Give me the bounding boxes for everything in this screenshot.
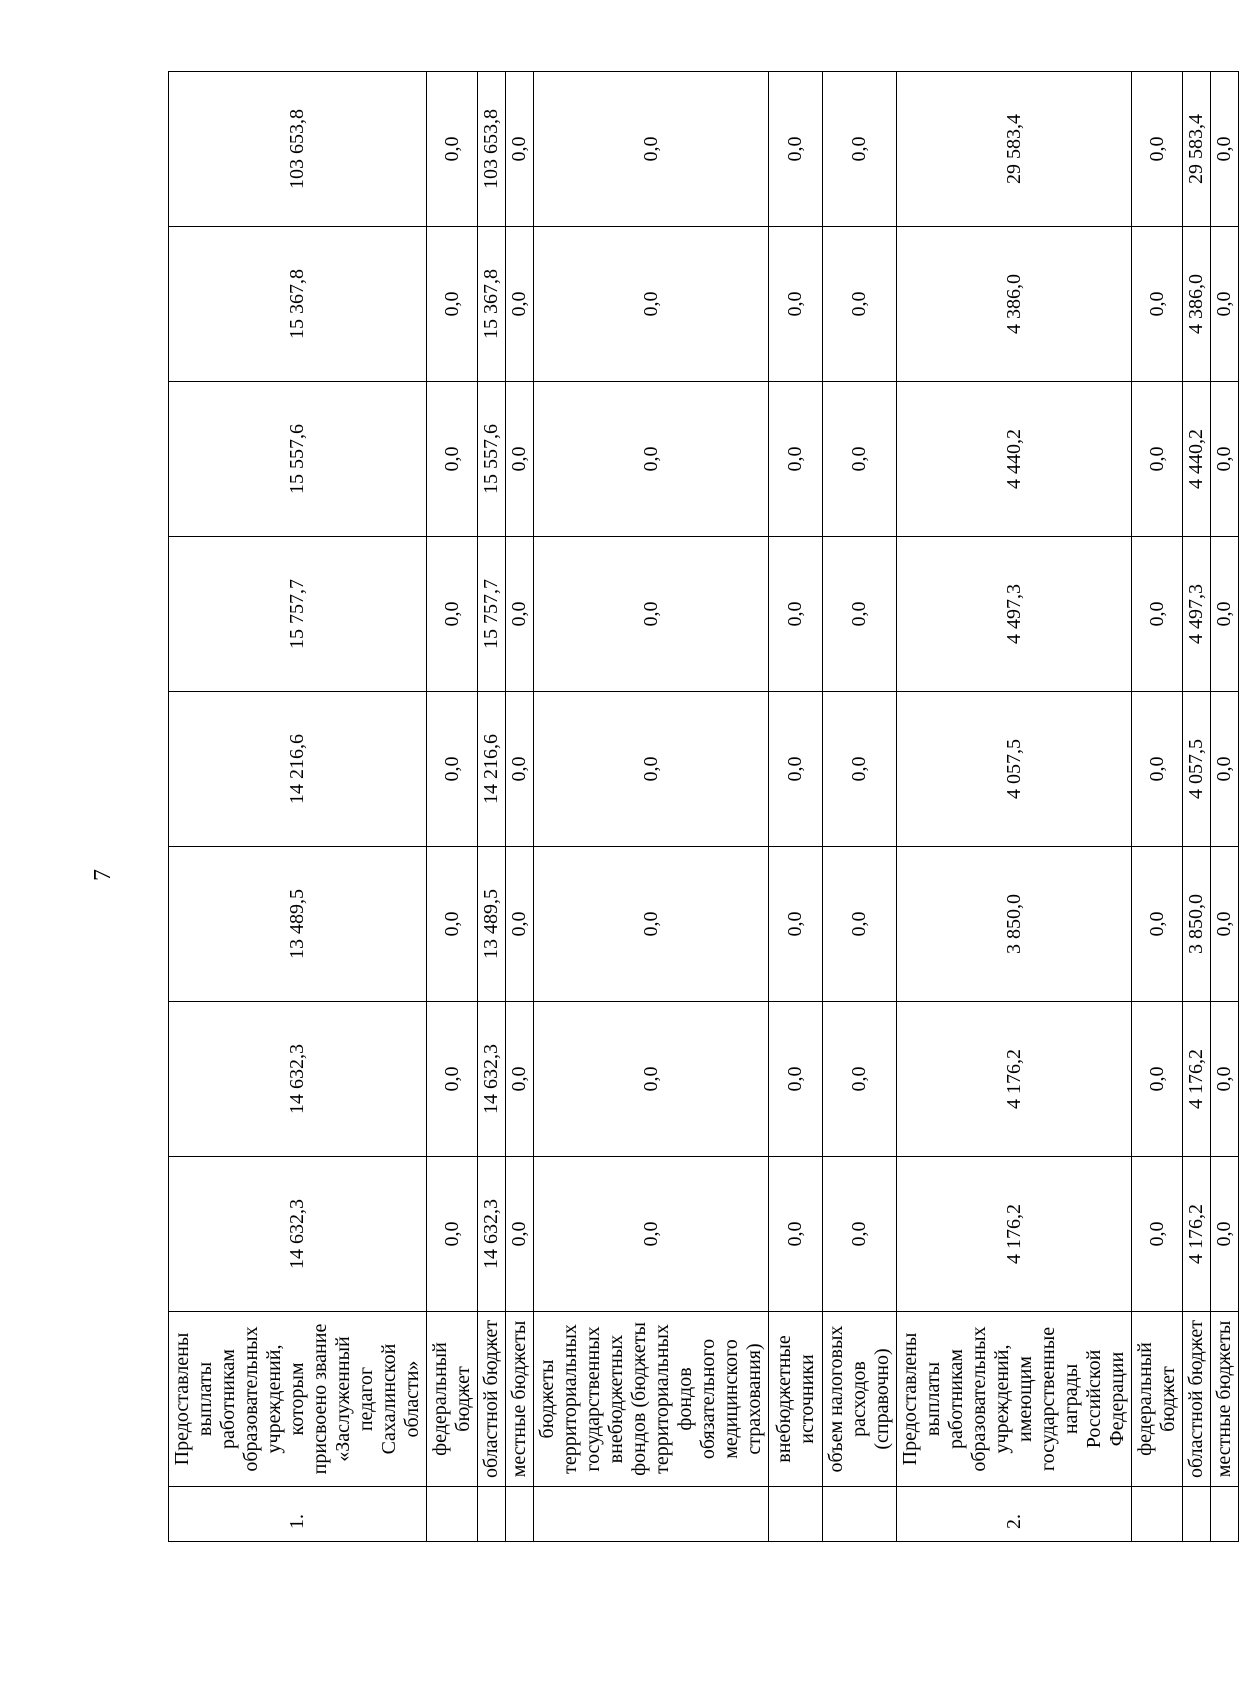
table-row — [897, 72, 1132, 1542]
value-cell: 0,0 — [534, 847, 769, 1002]
value-cell: 0,0 — [534, 72, 769, 227]
value-cell: 14 216,6 — [169, 692, 427, 847]
value-cell: 0,0 — [823, 692, 897, 847]
table-row — [823, 72, 897, 1542]
value-cell: 103 653,8 — [169, 72, 427, 227]
value-cell: 14 632,3 — [169, 1157, 427, 1312]
value-cell: 0,0 — [1211, 227, 1239, 382]
row-label-cell: внебюджетные источники — [769, 1312, 823, 1487]
value-cell: 0,0 — [534, 692, 769, 847]
value-cell: 0,0 — [823, 1002, 897, 1157]
value-cell: 14 632,3 — [478, 1157, 506, 1312]
rotated-table-container — [168, 72, 1235, 1542]
value-cell: 0,0 — [1211, 72, 1239, 227]
value-cell: 29 583,4 — [1183, 72, 1211, 227]
value-cell: 0,0 — [427, 537, 478, 692]
value-cell: 0,0 — [823, 537, 897, 692]
row-number-cell: 2. — [897, 1487, 1132, 1542]
value-cell: 0,0 — [1211, 1157, 1239, 1312]
value-cell: 0,0 — [769, 847, 823, 1002]
value-cell: 15 757,7 — [478, 537, 506, 692]
value-cell: 13 489,5 — [169, 847, 427, 1002]
value-cell: 4 386,0 — [1183, 227, 1211, 382]
value-cell: 0,0 — [769, 692, 823, 847]
value-cell: 29 583,4 — [897, 72, 1132, 227]
value-cell: 0,0 — [427, 847, 478, 1002]
value-cell: 0,0 — [1211, 537, 1239, 692]
value-cell: 4 057,5 — [897, 692, 1132, 847]
row-label-cell: местные бюджеты — [506, 1312, 534, 1487]
value-cell: 0,0 — [506, 227, 534, 382]
value-cell: 0,0 — [769, 537, 823, 692]
table-row — [1183, 72, 1211, 1542]
value-cell: 0,0 — [506, 1002, 534, 1157]
value-cell: 15 367,8 — [478, 227, 506, 382]
value-cell: 0,0 — [769, 382, 823, 537]
page-number: 7 — [90, 869, 116, 881]
value-cell: 0,0 — [823, 1157, 897, 1312]
value-cell: 0,0 — [427, 1157, 478, 1312]
value-cell: 0,0 — [1132, 1002, 1183, 1157]
row-number-cell — [534, 1487, 769, 1542]
value-cell: 0,0 — [769, 1157, 823, 1312]
row-number-cell — [1183, 1487, 1211, 1542]
value-cell: 4 497,3 — [1183, 537, 1211, 692]
row-number-cell — [769, 1487, 823, 1542]
table-row — [427, 72, 478, 1542]
table-body — [169, 72, 1239, 1542]
value-cell: 0,0 — [823, 847, 897, 1002]
value-cell: 0,0 — [1132, 227, 1183, 382]
value-cell: 0,0 — [1132, 72, 1183, 227]
value-cell: 0,0 — [1132, 692, 1183, 847]
value-cell: 0,0 — [506, 72, 534, 227]
row-label-cell: бюджеты территориальных государственных внебюджетных фондов (бюджеты территориальных фондов обязательного медицинского страхования) — [534, 1312, 769, 1487]
value-cell: 3 850,0 — [1183, 847, 1211, 1002]
value-cell: 15 557,6 — [478, 382, 506, 537]
value-cell: 0,0 — [506, 1157, 534, 1312]
value-cell: 4 176,2 — [1183, 1157, 1211, 1312]
value-cell: 4 497,3 — [897, 537, 1132, 692]
row-number-cell — [1211, 1487, 1239, 1542]
value-cell: 0,0 — [1132, 382, 1183, 537]
value-cell: 0,0 — [534, 227, 769, 382]
value-cell: 4 176,2 — [897, 1002, 1132, 1157]
row-label-cell: федеральный бюджет — [427, 1312, 478, 1487]
table-row — [506, 72, 534, 1542]
table-row — [169, 72, 427, 1542]
row-label-cell: Предоставлены выплаты работникам образовательных учреждений, которым присвоено звание «Заслуженный педагог Сахалинской области» — [169, 1312, 427, 1487]
value-cell: 4 176,2 — [897, 1157, 1132, 1312]
value-cell: 0,0 — [534, 382, 769, 537]
value-cell: 0,0 — [506, 382, 534, 537]
value-cell: 3 850,0 — [897, 847, 1132, 1002]
value-cell: 0,0 — [823, 72, 897, 227]
value-cell: 0,0 — [769, 72, 823, 227]
value-cell: 0,0 — [1211, 847, 1239, 1002]
value-cell: 14 216,6 — [478, 692, 506, 847]
value-cell: 0,0 — [1132, 537, 1183, 692]
row-label-cell: местные бюджеты — [1211, 1312, 1239, 1487]
table-row — [478, 72, 506, 1542]
value-cell: 0,0 — [1211, 1002, 1239, 1157]
value-cell: 4 386,0 — [897, 227, 1132, 382]
value-cell: 0,0 — [823, 382, 897, 537]
row-number-cell — [478, 1487, 506, 1542]
row-number-cell — [427, 1487, 478, 1542]
value-cell: 0,0 — [769, 227, 823, 382]
value-cell: 0,0 — [1211, 382, 1239, 537]
value-cell: 0,0 — [506, 847, 534, 1002]
value-cell: 0,0 — [769, 1002, 823, 1157]
value-cell: 13 489,5 — [478, 847, 506, 1002]
row-number-cell — [823, 1487, 897, 1542]
value-cell: 15 557,6 — [169, 382, 427, 537]
value-cell: 0,0 — [427, 227, 478, 382]
value-cell: 14 632,3 — [478, 1002, 506, 1157]
value-cell: 14 632,3 — [169, 1002, 427, 1157]
value-cell: 4 440,2 — [1183, 382, 1211, 537]
row-number-cell — [506, 1487, 534, 1542]
value-cell: 0,0 — [1132, 847, 1183, 1002]
row-number-cell: 1. — [169, 1487, 427, 1542]
value-cell: 103 653,8 — [478, 72, 506, 227]
row-number-cell — [1132, 1487, 1183, 1542]
row-label-cell: областной бюджет — [1183, 1312, 1211, 1487]
value-cell: 0,0 — [506, 692, 534, 847]
value-cell: 15 367,8 — [169, 227, 427, 382]
value-cell: 4 440,2 — [897, 382, 1132, 537]
table-row — [769, 72, 823, 1542]
row-label-cell: областной бюджет — [478, 1312, 506, 1487]
value-cell: 0,0 — [823, 227, 897, 382]
table-row — [534, 72, 769, 1542]
value-cell: 15 757,7 — [169, 537, 427, 692]
table-row — [1211, 72, 1239, 1542]
value-cell: 4 057,5 — [1183, 692, 1211, 847]
value-cell: 0,0 — [1132, 1157, 1183, 1312]
value-cell: 0,0 — [427, 692, 478, 847]
value-cell: 0,0 — [427, 1002, 478, 1157]
row-label-cell: федеральный бюджет — [1132, 1312, 1183, 1487]
table-row — [1132, 72, 1183, 1542]
value-cell: 0,0 — [534, 1157, 769, 1312]
value-cell: 0,0 — [1211, 692, 1239, 847]
value-cell: 0,0 — [427, 382, 478, 537]
value-cell: 0,0 — [506, 537, 534, 692]
value-cell: 0,0 — [427, 72, 478, 227]
value-cell: 0,0 — [534, 1002, 769, 1157]
row-label-cell: объем налоговых расходов (справочно) — [823, 1312, 897, 1487]
value-cell: 0,0 — [534, 537, 769, 692]
row-label-cell: Предоставлены выплаты работникам образовательных учреждений, имеющим государственные награды Российской Федерации — [897, 1312, 1132, 1487]
budget-table — [168, 71, 1239, 1542]
value-cell: 4 176,2 — [1183, 1002, 1211, 1157]
